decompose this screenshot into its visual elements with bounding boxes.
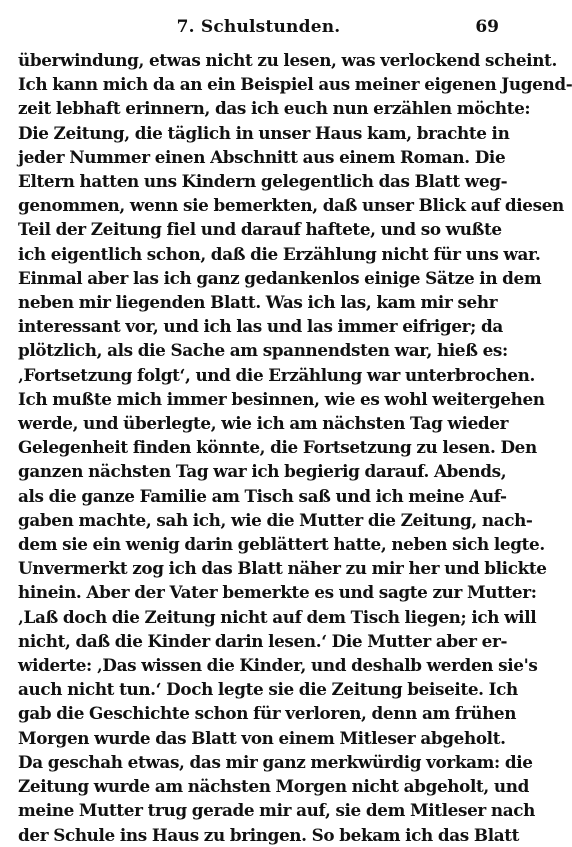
text-line: Unvermerkt zog ich das Blatt näher zu mir her und blickte xyxy=(18,558,547,579)
text-line: Teil der Zeitung fiel und darauf haftete, und so wußte xyxy=(18,219,502,240)
text-line: Einmal aber las ich ganz gedankenlos einige Sätze in dem xyxy=(18,267,542,288)
text-line: ganzen nächsten Tag war ich begierig darauf. Abends, xyxy=(18,461,507,482)
text-line: ich eigentlich schon, daß die Erzählung nicht für uns war. xyxy=(18,243,541,264)
text-line: nicht, daß die Kinder darin lesen.‘ Die Mutter aber er- xyxy=(18,630,508,651)
text-line: als die ganze Familie am Tisch saß und ich meine Auf- xyxy=(18,485,507,506)
text-line: zeit lebhaft erinnern, das ich euch nun erzählen möchte: xyxy=(18,98,531,119)
text-line: Morgen wurde das Blatt von einem Mitleser abgeholt. xyxy=(18,727,506,748)
text-line: überwindung, etwas nicht zu lesen, was verlockend scheint. xyxy=(18,50,557,70)
text-line: Zeitung wurde am nächsten Morgen nicht abgeholt, und xyxy=(18,776,529,797)
text-line: der Schule ins Haus zu bringen. So bekam ich das Blatt xyxy=(18,824,520,845)
text-line: werde, und überlegte, wie ich am nächsten Tag wieder xyxy=(18,413,509,434)
text-line: ‚Laß doch die Zeitung nicht auf dem Tisch liegen; ich will xyxy=(18,606,537,627)
text-line: widerte: ‚Das wissen die Kinder, und deshalb werden sie's xyxy=(18,655,538,676)
text-line: Gelegenheit finden könnte, die Fortsetzung zu lesen. Den xyxy=(18,437,537,458)
page-number: 69 xyxy=(475,17,499,37)
text-line: neben mir liegenden Blatt. Was ich las, kam mir sehr xyxy=(18,292,498,313)
text-line: gaben machte, sah ich, wie die Mutter die Zeitung, nach- xyxy=(18,509,533,530)
body-text xyxy=(18,48,572,847)
text-line: Eltern hatten uns Kindern gelegentlich das Blatt weg- xyxy=(18,171,508,192)
text-line: auch nicht tun.‘ Doch legte sie die Zeitung beiseite. Ich xyxy=(18,679,518,700)
chapter-title: 7. Schulstunden. xyxy=(176,17,341,37)
text-line: Ich mußte mich immer besinnen, wie es wohl weitergehen xyxy=(18,388,545,409)
text-line: genommen, wenn sie bemerkten, daß unser Blick auf diesen xyxy=(18,195,564,216)
text-line: Die Zeitung, die täglich in unser Haus kam, brachte in xyxy=(18,122,510,143)
text-line: Da geschah etwas, das mir ganz merkwürdig vorkam: die xyxy=(18,751,533,772)
text-line: dem sie ein wenig darin geblättert hatte, neben sich legte. xyxy=(18,534,545,555)
text-line: ‚Fortsetzung folgt‘, und die Erzählung war unterbrochen. xyxy=(18,364,535,385)
text-line: interessant vor, und ich las und las immer eifriger; da xyxy=(18,316,503,337)
text-line: meine Mutter trug gerade mir auf, sie dem Mitleser nach xyxy=(18,800,535,821)
text-line: hinein. Aber der Vater bemerkte es und sagte zur Mutter: xyxy=(18,582,537,603)
text-line: Ich kann mich da an ein Beispiel aus meiner eigenen Jugend- xyxy=(18,74,572,95)
text-line: jeder Nummer einen Abschnitt aus einem Roman. Die xyxy=(18,146,506,167)
text-line: gab die Geschichte schon für verloren, denn am frühen xyxy=(18,703,517,724)
page-header xyxy=(18,15,499,39)
text-line: plötzlich, als die Sache am spannendsten war, hieß es: xyxy=(18,340,508,361)
